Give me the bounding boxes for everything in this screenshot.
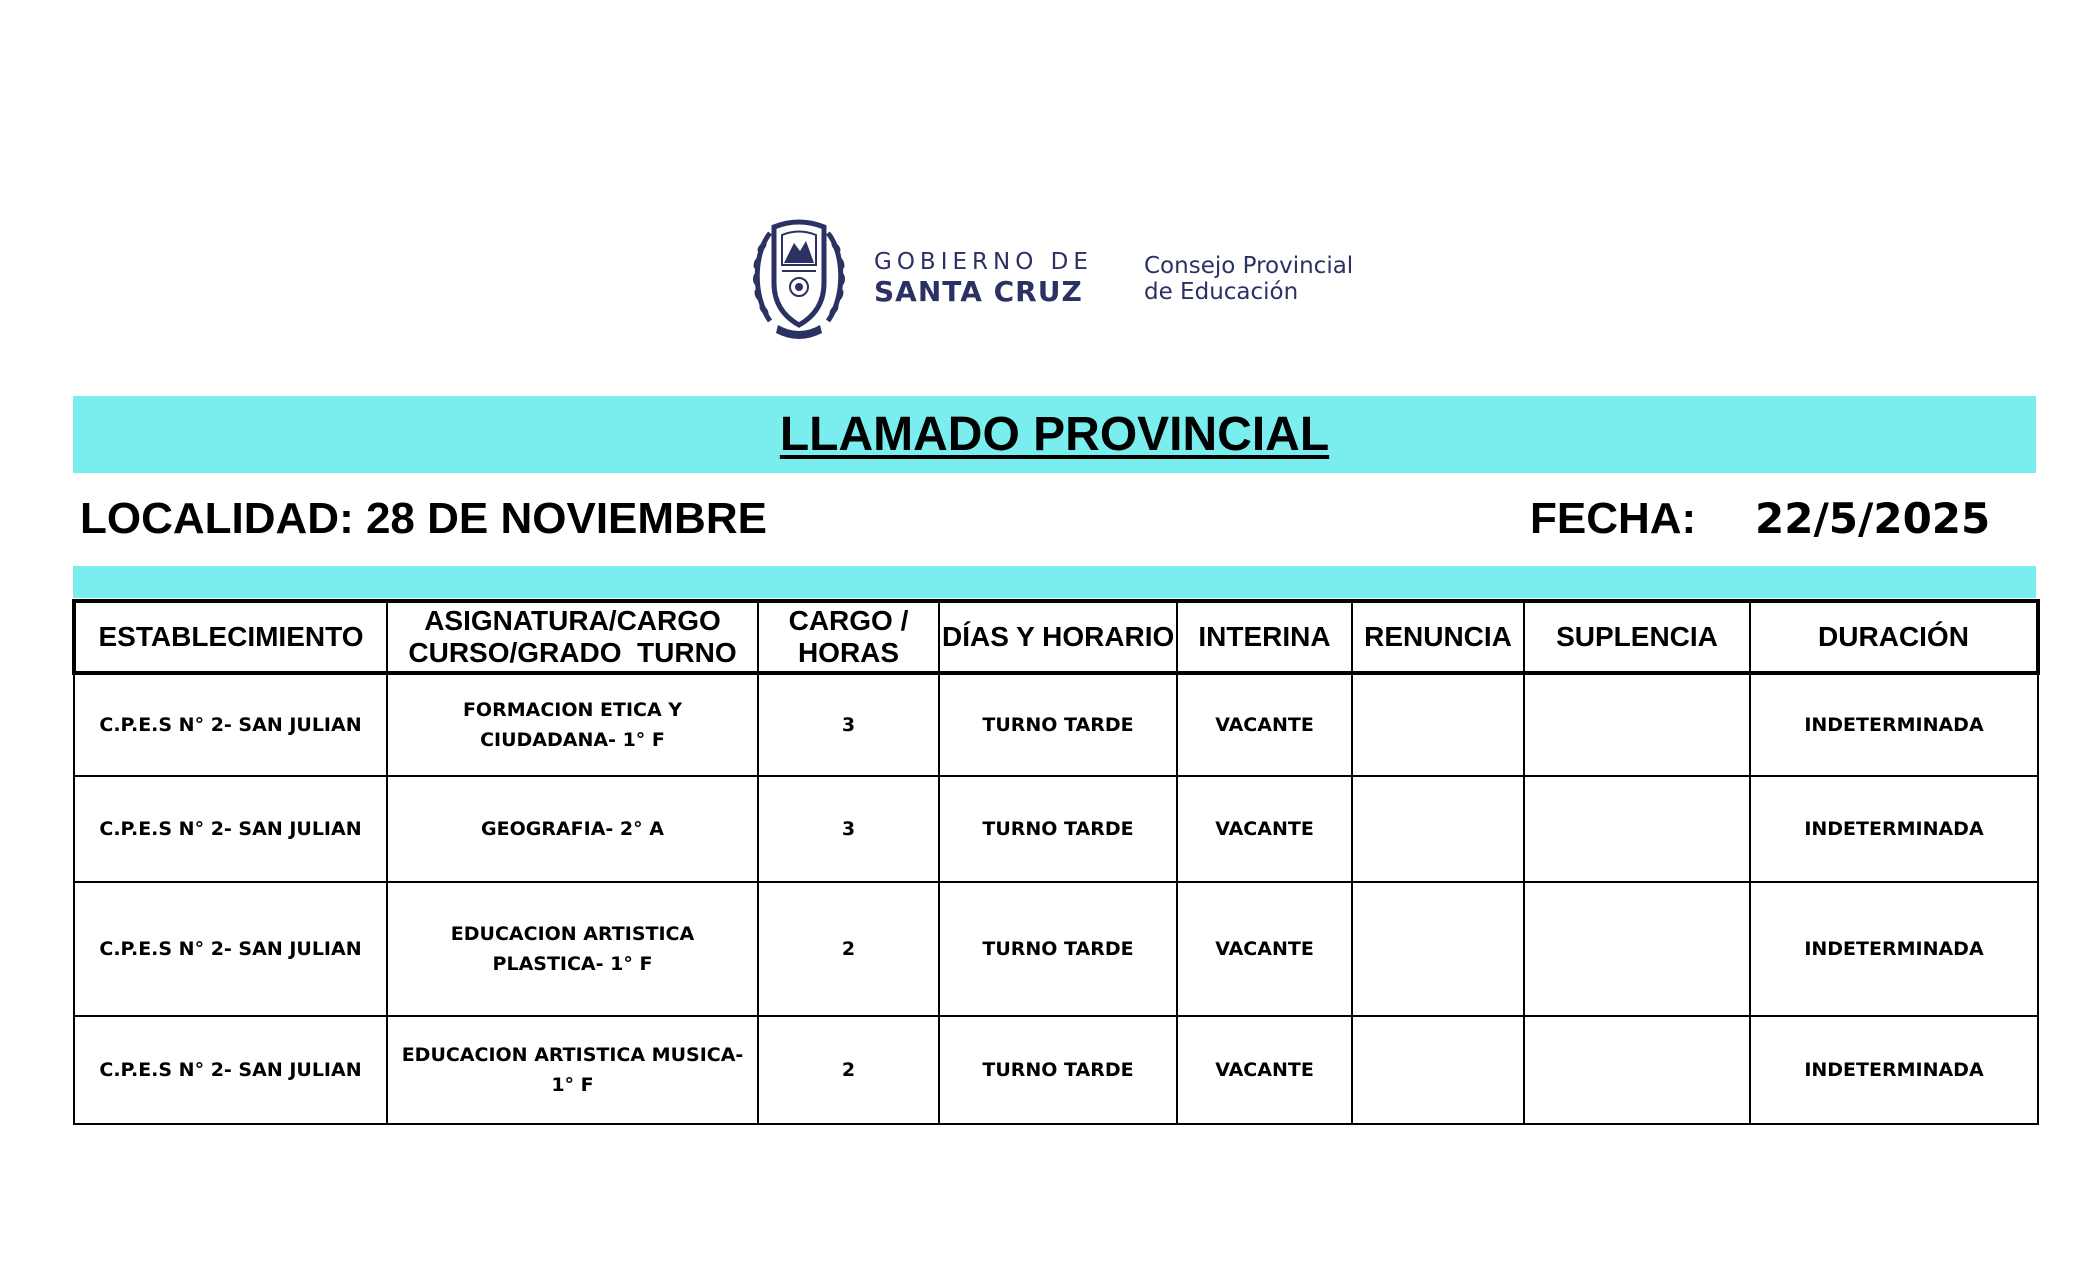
cell-establecimiento: C.P.E.S N° 2- SAN JULIAN bbox=[74, 673, 387, 776]
cell-interina: VACANTE bbox=[1177, 1016, 1352, 1124]
government-logo bbox=[748, 213, 1368, 343]
header-asignatura-line1: ASIGNATURA/CARGO bbox=[424, 605, 721, 636]
cell-suplencia bbox=[1524, 882, 1750, 1016]
cell-asignatura: EDUCACION ARTISTICA MUSICA- 1° F bbox=[387, 1016, 758, 1124]
cell-suplencia bbox=[1524, 673, 1750, 776]
title-band bbox=[73, 396, 2036, 473]
header-cargo bbox=[758, 601, 939, 673]
cell-establecimiento: C.P.E.S N° 2- SAN JULIAN bbox=[74, 882, 387, 1016]
council-line-2: de Educación bbox=[1144, 279, 1299, 305]
council-line-1: Consejo Provincial bbox=[1144, 253, 1354, 279]
cell-renuncia bbox=[1352, 1016, 1524, 1124]
fecha-label: FECHA: bbox=[1530, 494, 1697, 543]
table-header-row bbox=[74, 601, 2038, 673]
cell-asignatura: GEOGRAFIA- 2° A bbox=[387, 776, 758, 882]
cell-dias: TURNO TARDE bbox=[939, 673, 1177, 776]
cell-dias: TURNO TARDE bbox=[939, 882, 1177, 1016]
table-row bbox=[74, 673, 2038, 776]
cell-dias: TURNO TARDE bbox=[939, 1016, 1177, 1124]
cell-horas: 2 bbox=[758, 882, 939, 1016]
localidad: LOCALIDAD: 28 DE NOVIEMBRE bbox=[80, 494, 767, 543]
header-asignatura-line2: CURSO/GRADO TURNO bbox=[408, 637, 737, 668]
cell-suplencia bbox=[1524, 1016, 1750, 1124]
accent-strip bbox=[73, 566, 2036, 598]
header-cargo-line1: CARGO / bbox=[788, 605, 909, 636]
cell-suplencia bbox=[1524, 776, 1750, 882]
cell-asignatura: FORMACION ETICA Y CIUDADANA- 1° F bbox=[387, 673, 758, 776]
header-renuncia: RENUNCIA bbox=[1352, 601, 1524, 673]
gov-line-1: GOBIERNO DE bbox=[874, 249, 1093, 275]
cell-establecimiento: C.P.E.S N° 2- SAN JULIAN bbox=[74, 776, 387, 882]
vacancies-table bbox=[72, 599, 2040, 1125]
cell-establecimiento: C.P.E.S N° 2- SAN JULIAN bbox=[74, 1016, 387, 1124]
table-row bbox=[74, 776, 2038, 882]
gov-line-2: SANTA CRUZ bbox=[874, 275, 1083, 308]
cell-dias: TURNO TARDE bbox=[939, 776, 1177, 882]
cell-asignatura: EDUCACION ARTISTICA PLASTICA- 1° F bbox=[387, 882, 758, 1016]
page-title: LLAMADO PROVINCIAL bbox=[779, 408, 1330, 461]
fecha-value: 22/5/2025 bbox=[1755, 494, 1991, 543]
council-name bbox=[1144, 253, 1353, 305]
table-row bbox=[74, 1016, 2038, 1124]
header-suplencia: SUPLENCIA bbox=[1524, 601, 1750, 673]
header-asignatura bbox=[387, 601, 758, 673]
cell-interina: VACANTE bbox=[1177, 776, 1352, 882]
cell-duracion: INDETERMINADA bbox=[1750, 673, 2038, 776]
cell-duracion: INDETERMINADA bbox=[1750, 776, 2038, 882]
table-row bbox=[74, 882, 2038, 1016]
santa-cruz-seal-icon bbox=[748, 213, 850, 343]
cell-interina: VACANTE bbox=[1177, 882, 1352, 1016]
cell-renuncia bbox=[1352, 776, 1524, 882]
government-name bbox=[874, 249, 1093, 309]
header-establecimiento: ESTABLECIMIENTO bbox=[74, 601, 387, 673]
cell-horas: 2 bbox=[758, 1016, 939, 1124]
cell-duracion: INDETERMINADA bbox=[1750, 1016, 2038, 1124]
cell-horas: 3 bbox=[758, 673, 939, 776]
header-interina: INTERINA bbox=[1177, 601, 1352, 673]
header-cargo-line2: HORAS bbox=[797, 637, 900, 668]
header-dias: DÍAS Y HORARIO bbox=[939, 601, 1177, 673]
cell-duracion: INDETERMINADA bbox=[1750, 882, 2038, 1016]
cell-horas: 3 bbox=[758, 776, 939, 882]
cell-renuncia bbox=[1352, 673, 1524, 776]
cell-interina: VACANTE bbox=[1177, 673, 1352, 776]
header-duracion: DURACIÓN bbox=[1750, 601, 2038, 673]
cell-renuncia bbox=[1352, 882, 1524, 1016]
